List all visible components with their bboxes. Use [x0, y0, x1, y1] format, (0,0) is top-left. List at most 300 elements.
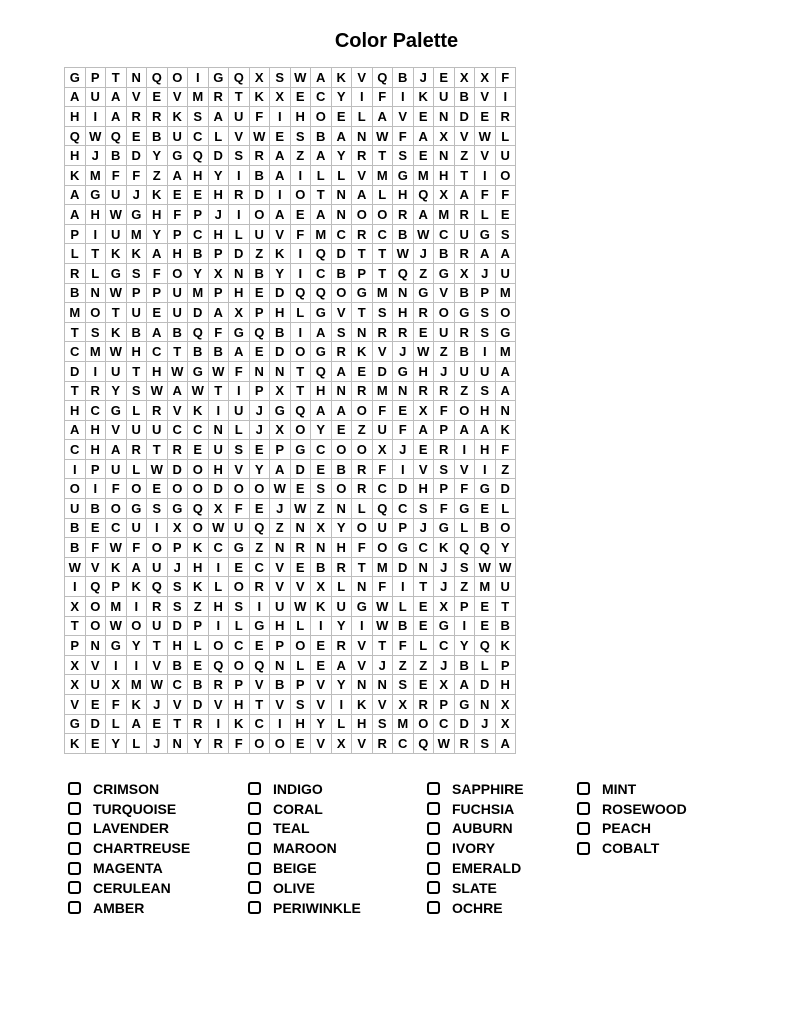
grid-cell[interactable]: D [208, 146, 229, 166]
grid-cell[interactable]: I [208, 616, 229, 636]
grid-cell[interactable]: B [434, 244, 455, 264]
grid-cell[interactable]: O [167, 68, 188, 88]
grid-cell[interactable]: D [270, 283, 291, 303]
grid-cell[interactable]: S [270, 68, 291, 88]
grid-cell[interactable]: R [249, 577, 270, 597]
grid-cell[interactable]: M [311, 224, 332, 244]
grid-cell[interactable]: N [331, 381, 352, 401]
grid-cell[interactable]: J [208, 205, 229, 225]
grid-cell[interactable]: N [413, 557, 434, 577]
grid-cell[interactable]: Q [454, 538, 475, 558]
grid-cell[interactable]: M [495, 342, 516, 362]
grid-cell[interactable]: A [65, 87, 86, 107]
grid-cell[interactable]: A [413, 126, 434, 146]
grid-cell[interactable]: K [65, 734, 86, 754]
grid-cell[interactable]: E [475, 597, 496, 617]
grid-cell[interactable]: G [167, 499, 188, 519]
grid-cell[interactable]: N [126, 68, 147, 88]
grid-cell[interactable]: U [65, 499, 86, 519]
grid-cell[interactable]: V [393, 107, 414, 127]
grid-cell[interactable]: F [372, 459, 393, 479]
grid-cell[interactable]: O [85, 616, 106, 636]
grid-cell[interactable]: X [413, 401, 434, 421]
grid-cell[interactable]: O [65, 479, 86, 499]
grid-cell[interactable]: E [331, 107, 352, 127]
grid-cell[interactable]: E [126, 126, 147, 146]
grid-cell[interactable]: U [167, 126, 188, 146]
grid-cell[interactable]: M [126, 224, 147, 244]
grid-cell[interactable]: N [290, 518, 311, 538]
grid-cell[interactable]: C [393, 734, 414, 754]
grid-cell[interactable]: A [413, 205, 434, 225]
grid-cell[interactable]: W [65, 557, 86, 577]
grid-cell[interactable]: G [311, 303, 332, 323]
grid-cell[interactable]: W [475, 126, 496, 146]
grid-cell[interactable]: B [331, 459, 352, 479]
grid-cell[interactable]: L [413, 636, 434, 656]
grid-cell[interactable]: O [495, 518, 516, 538]
grid-cell[interactable]: Z [290, 146, 311, 166]
grid-cell[interactable]: O [331, 283, 352, 303]
grid-cell[interactable]: J [475, 263, 496, 283]
grid-cell[interactable]: V [413, 459, 434, 479]
grid-cell[interactable]: D [270, 342, 291, 362]
grid-cell[interactable]: K [147, 185, 168, 205]
grid-cell[interactable]: C [434, 714, 455, 734]
grid-cell[interactable]: F [126, 165, 147, 185]
grid-cell[interactable]: Q [393, 263, 414, 283]
grid-cell[interactable]: V [249, 675, 270, 695]
grid-cell[interactable]: C [372, 479, 393, 499]
grid-cell[interactable]: V [126, 87, 147, 107]
grid-cell[interactable]: S [475, 322, 496, 342]
grid-cell[interactable]: H [290, 107, 311, 127]
grid-cell[interactable]: W [106, 342, 127, 362]
grid-cell[interactable]: B [188, 244, 209, 264]
grid-cell[interactable]: U [475, 361, 496, 381]
grid-cell[interactable]: N [270, 361, 291, 381]
checkbox-icon[interactable] [427, 822, 440, 835]
grid-cell[interactable]: Y [188, 263, 209, 283]
grid-cell[interactable]: W [208, 361, 229, 381]
grid-cell[interactable]: B [311, 557, 332, 577]
grid-cell[interactable]: N [495, 401, 516, 421]
grid-cell[interactable]: E [331, 420, 352, 440]
grid-cell[interactable]: L [311, 165, 332, 185]
grid-cell[interactable]: T [352, 244, 373, 264]
checkbox-icon[interactable] [248, 782, 261, 795]
grid-cell[interactable]: N [208, 420, 229, 440]
grid-cell[interactable]: Q [311, 361, 332, 381]
grid-cell[interactable]: U [126, 518, 147, 538]
grid-cell[interactable]: V [311, 675, 332, 695]
grid-cell[interactable]: O [413, 714, 434, 734]
grid-cell[interactable]: U [372, 518, 393, 538]
grid-cell[interactable]: S [475, 381, 496, 401]
grid-cell[interactable]: U [85, 675, 106, 695]
grid-cell[interactable]: H [229, 695, 250, 715]
grid-cell[interactable]: Z [413, 263, 434, 283]
grid-cell[interactable]: K [249, 87, 270, 107]
grid-cell[interactable]: S [393, 146, 414, 166]
grid-cell[interactable]: R [147, 107, 168, 127]
grid-cell[interactable]: F [352, 538, 373, 558]
grid-cell[interactable]: P [126, 283, 147, 303]
grid-cell[interactable]: S [393, 675, 414, 695]
grid-cell[interactable]: K [106, 244, 127, 264]
grid-cell[interactable]: S [290, 126, 311, 146]
grid-cell[interactable]: P [188, 205, 209, 225]
grid-cell[interactable]: Q [229, 68, 250, 88]
checkbox-icon[interactable] [68, 782, 81, 795]
grid-cell[interactable]: G [434, 263, 455, 283]
grid-cell[interactable]: D [167, 459, 188, 479]
grid-cell[interactable]: I [352, 616, 373, 636]
grid-cell[interactable]: R [65, 263, 86, 283]
grid-cell[interactable]: L [372, 185, 393, 205]
grid-cell[interactable]: W [290, 499, 311, 519]
grid-cell[interactable]: G [475, 479, 496, 499]
grid-cell[interactable]: C [167, 675, 188, 695]
grid-cell[interactable]: W [290, 68, 311, 88]
grid-cell[interactable]: Z [434, 342, 455, 362]
grid-cell[interactable]: O [352, 205, 373, 225]
grid-cell[interactable]: P [65, 224, 86, 244]
grid-cell[interactable]: X [372, 440, 393, 460]
grid-cell[interactable]: Y [331, 87, 352, 107]
grid-cell[interactable]: W [290, 597, 311, 617]
grid-cell[interactable]: C [208, 538, 229, 558]
grid-cell[interactable]: O [249, 734, 270, 754]
grid-cell[interactable]: E [475, 616, 496, 636]
grid-cell[interactable]: D [249, 185, 270, 205]
grid-cell[interactable]: N [85, 636, 106, 656]
grid-cell[interactable]: O [331, 440, 352, 460]
grid-cell[interactable]: N [331, 185, 352, 205]
grid-cell[interactable]: R [454, 322, 475, 342]
grid-cell[interactable]: E [434, 68, 455, 88]
grid-cell[interactable]: P [434, 420, 455, 440]
grid-cell[interactable]: V [372, 342, 393, 362]
grid-cell[interactable]: T [208, 381, 229, 401]
grid-cell[interactable]: R [208, 734, 229, 754]
grid-cell[interactable]: M [372, 381, 393, 401]
grid-cell[interactable]: P [270, 636, 291, 656]
grid-cell[interactable]: C [188, 420, 209, 440]
grid-cell[interactable]: U [147, 557, 168, 577]
grid-cell[interactable]: I [85, 361, 106, 381]
grid-cell[interactable]: O [352, 518, 373, 538]
grid-cell[interactable]: H [85, 205, 106, 225]
grid-cell[interactable]: N [352, 675, 373, 695]
grid-cell[interactable]: B [331, 263, 352, 283]
grid-cell[interactable]: R [290, 538, 311, 558]
grid-cell[interactable]: P [167, 538, 188, 558]
grid-cell[interactable]: E [290, 205, 311, 225]
grid-cell[interactable]: P [249, 381, 270, 401]
grid-cell[interactable]: C [311, 263, 332, 283]
grid-cell[interactable]: T [167, 342, 188, 362]
grid-cell[interactable]: I [270, 107, 291, 127]
grid-cell[interactable]: D [85, 714, 106, 734]
grid-cell[interactable]: R [331, 342, 352, 362]
grid-cell[interactable]: E [188, 655, 209, 675]
grid-cell[interactable]: H [331, 538, 352, 558]
grid-cell[interactable]: P [270, 440, 291, 460]
checkbox-icon[interactable] [68, 881, 81, 894]
grid-cell[interactable]: X [311, 518, 332, 538]
grid-cell[interactable]: M [126, 675, 147, 695]
grid-cell[interactable]: A [311, 146, 332, 166]
grid-cell[interactable]: J [413, 518, 434, 538]
grid-cell[interactable]: U [454, 224, 475, 244]
grid-cell[interactable]: A [454, 420, 475, 440]
grid-cell[interactable]: A [270, 205, 291, 225]
grid-cell[interactable]: O [290, 636, 311, 656]
grid-cell[interactable]: L [229, 420, 250, 440]
grid-cell[interactable]: V [352, 165, 373, 185]
grid-cell[interactable]: O [290, 420, 311, 440]
grid-cell[interactable]: T [311, 185, 332, 205]
grid-cell[interactable]: V [352, 68, 373, 88]
grid-cell[interactable]: L [393, 597, 414, 617]
grid-cell[interactable]: A [352, 185, 373, 205]
grid-cell[interactable]: M [188, 283, 209, 303]
grid-cell[interactable]: L [85, 263, 106, 283]
grid-cell[interactable]: G [65, 714, 86, 734]
grid-cell[interactable]: O [167, 479, 188, 499]
grid-cell[interactable]: Z [352, 420, 373, 440]
grid-cell[interactable]: A [454, 185, 475, 205]
grid-cell[interactable]: Q [475, 636, 496, 656]
grid-cell[interactable]: L [208, 577, 229, 597]
grid-cell[interactable]: U [126, 303, 147, 323]
grid-cell[interactable]: N [372, 675, 393, 695]
grid-cell[interactable]: W [106, 205, 127, 225]
grid-cell[interactable]: V [229, 126, 250, 146]
grid-cell[interactable]: A [208, 303, 229, 323]
grid-cell[interactable]: J [434, 577, 455, 597]
grid-cell[interactable]: R [393, 205, 414, 225]
grid-cell[interactable]: Y [311, 714, 332, 734]
grid-cell[interactable]: O [249, 479, 270, 499]
grid-cell[interactable]: Q [208, 655, 229, 675]
checkbox-icon[interactable] [427, 782, 440, 795]
grid-cell[interactable]: H [126, 342, 147, 362]
grid-cell[interactable]: E [249, 636, 270, 656]
grid-cell[interactable]: J [434, 557, 455, 577]
grid-cell[interactable]: C [434, 636, 455, 656]
grid-cell[interactable]: T [495, 597, 516, 617]
grid-cell[interactable]: N [331, 499, 352, 519]
grid-cell[interactable]: Q [65, 126, 86, 146]
grid-cell[interactable]: E [413, 322, 434, 342]
grid-cell[interactable]: O [454, 401, 475, 421]
grid-cell[interactable]: O [372, 538, 393, 558]
grid-cell[interactable]: L [331, 714, 352, 734]
grid-cell[interactable]: I [290, 165, 311, 185]
grid-cell[interactable]: F [106, 165, 127, 185]
grid-cell[interactable]: G [167, 146, 188, 166]
grid-cell[interactable]: U [126, 420, 147, 440]
grid-cell[interactable]: D [454, 714, 475, 734]
grid-cell[interactable]: W [106, 538, 127, 558]
grid-cell[interactable]: C [372, 224, 393, 244]
grid-cell[interactable]: B [85, 499, 106, 519]
grid-cell[interactable]: W [475, 557, 496, 577]
grid-cell[interactable]: F [229, 499, 250, 519]
grid-cell[interactable]: Q [475, 538, 496, 558]
grid-cell[interactable]: R [85, 381, 106, 401]
grid-cell[interactable]: M [393, 714, 414, 734]
grid-cell[interactable]: W [85, 126, 106, 146]
grid-cell[interactable]: W [249, 126, 270, 146]
grid-cell[interactable]: S [290, 695, 311, 715]
grid-cell[interactable]: E [167, 185, 188, 205]
grid-cell[interactable]: E [475, 499, 496, 519]
grid-cell[interactable]: L [188, 636, 209, 656]
grid-cell[interactable]: U [147, 420, 168, 440]
grid-cell[interactable]: R [454, 244, 475, 264]
grid-cell[interactable]: H [147, 205, 168, 225]
grid-cell[interactable]: I [208, 401, 229, 421]
grid-cell[interactable]: O [229, 655, 250, 675]
grid-cell[interactable]: U [147, 616, 168, 636]
grid-cell[interactable]: A [475, 244, 496, 264]
checkbox-icon[interactable] [248, 901, 261, 914]
grid-cell[interactable]: F [229, 361, 250, 381]
grid-cell[interactable]: T [372, 244, 393, 264]
grid-cell[interactable]: X [495, 714, 516, 734]
grid-cell[interactable]: U [106, 361, 127, 381]
grid-cell[interactable]: S [372, 714, 393, 734]
grid-cell[interactable]: S [311, 479, 332, 499]
grid-cell[interactable]: Y [311, 420, 332, 440]
grid-cell[interactable]: E [475, 107, 496, 127]
grid-cell[interactable]: U [270, 597, 291, 617]
grid-cell[interactable]: M [434, 205, 455, 225]
grid-cell[interactable]: Q [85, 577, 106, 597]
grid-cell[interactable]: L [126, 401, 147, 421]
grid-cell[interactable]: G [106, 401, 127, 421]
grid-cell[interactable]: R [434, 440, 455, 460]
grid-cell[interactable]: E [85, 518, 106, 538]
grid-cell[interactable]: G [85, 185, 106, 205]
grid-cell[interactable]: O [126, 616, 147, 636]
grid-cell[interactable]: L [290, 616, 311, 636]
grid-cell[interactable]: C [65, 342, 86, 362]
grid-cell[interactable]: N [167, 734, 188, 754]
grid-cell[interactable]: A [495, 381, 516, 401]
grid-cell[interactable]: K [188, 538, 209, 558]
grid-cell[interactable]: F [393, 126, 414, 146]
grid-cell[interactable]: C [249, 714, 270, 734]
grid-cell[interactable]: P [167, 224, 188, 244]
grid-cell[interactable]: N [475, 695, 496, 715]
grid-cell[interactable]: B [65, 518, 86, 538]
grid-cell[interactable]: P [85, 459, 106, 479]
grid-cell[interactable]: E [85, 734, 106, 754]
grid-cell[interactable]: T [290, 381, 311, 401]
grid-cell[interactable]: P [495, 655, 516, 675]
checkbox-icon[interactable] [577, 782, 590, 795]
grid-cell[interactable]: T [147, 636, 168, 656]
grid-cell[interactable]: L [290, 303, 311, 323]
grid-cell[interactable]: O [352, 440, 373, 460]
grid-cell[interactable]: Y [106, 381, 127, 401]
grid-cell[interactable]: A [413, 420, 434, 440]
grid-cell[interactable]: O [352, 401, 373, 421]
grid-cell[interactable]: R [352, 224, 373, 244]
grid-cell[interactable]: B [208, 342, 229, 362]
grid-cell[interactable]: J [434, 655, 455, 675]
grid-cell[interactable]: N [311, 538, 332, 558]
grid-cell[interactable]: G [352, 283, 373, 303]
grid-cell[interactable]: K [188, 577, 209, 597]
grid-cell[interactable]: U [106, 185, 127, 205]
grid-cell[interactable]: I [311, 616, 332, 636]
grid-cell[interactable]: W [372, 126, 393, 146]
grid-cell[interactable]: H [167, 244, 188, 264]
grid-cell[interactable]: E [413, 675, 434, 695]
grid-cell[interactable]: K [167, 107, 188, 127]
grid-cell[interactable]: I [65, 577, 86, 597]
grid-cell[interactable]: S [495, 224, 516, 244]
grid-cell[interactable]: G [454, 303, 475, 323]
grid-cell[interactable]: E [147, 714, 168, 734]
grid-cell[interactable]: M [372, 283, 393, 303]
grid-cell[interactable]: G [434, 616, 455, 636]
grid-cell[interactable]: Q [249, 322, 270, 342]
grid-cell[interactable]: W [393, 244, 414, 264]
grid-cell[interactable]: T [413, 577, 434, 597]
grid-cell[interactable]: T [126, 361, 147, 381]
grid-cell[interactable]: K [126, 244, 147, 264]
grid-cell[interactable]: V [85, 557, 106, 577]
grid-cell[interactable]: A [495, 361, 516, 381]
grid-cell[interactable]: A [270, 146, 291, 166]
grid-cell[interactable]: Z [249, 244, 270, 264]
grid-cell[interactable]: R [454, 734, 475, 754]
grid-cell[interactable]: Z [495, 459, 516, 479]
grid-cell[interactable]: A [475, 420, 496, 440]
grid-cell[interactable]: R [331, 636, 352, 656]
grid-cell[interactable]: C [331, 224, 352, 244]
grid-cell[interactable]: S [475, 734, 496, 754]
grid-cell[interactable]: U [229, 401, 250, 421]
grid-cell[interactable]: O [270, 734, 291, 754]
grid-cell[interactable]: G [311, 342, 332, 362]
grid-cell[interactable]: X [106, 675, 127, 695]
grid-cell[interactable]: E [413, 440, 434, 460]
grid-cell[interactable]: Z [413, 655, 434, 675]
grid-cell[interactable]: X [393, 695, 414, 715]
grid-cell[interactable]: T [65, 381, 86, 401]
grid-cell[interactable]: Y [249, 459, 270, 479]
grid-cell[interactable]: U [434, 322, 455, 342]
grid-cell[interactable]: P [229, 675, 250, 695]
grid-cell[interactable]: A [495, 734, 516, 754]
grid-cell[interactable]: U [372, 420, 393, 440]
grid-cell[interactable]: H [208, 224, 229, 244]
grid-cell[interactable]: X [454, 263, 475, 283]
grid-cell[interactable]: H [475, 440, 496, 460]
grid-cell[interactable]: R [413, 303, 434, 323]
grid-cell[interactable]: X [454, 68, 475, 88]
grid-cell[interactable]: B [167, 322, 188, 342]
grid-cell[interactable]: T [85, 244, 106, 264]
grid-cell[interactable]: E [352, 361, 373, 381]
